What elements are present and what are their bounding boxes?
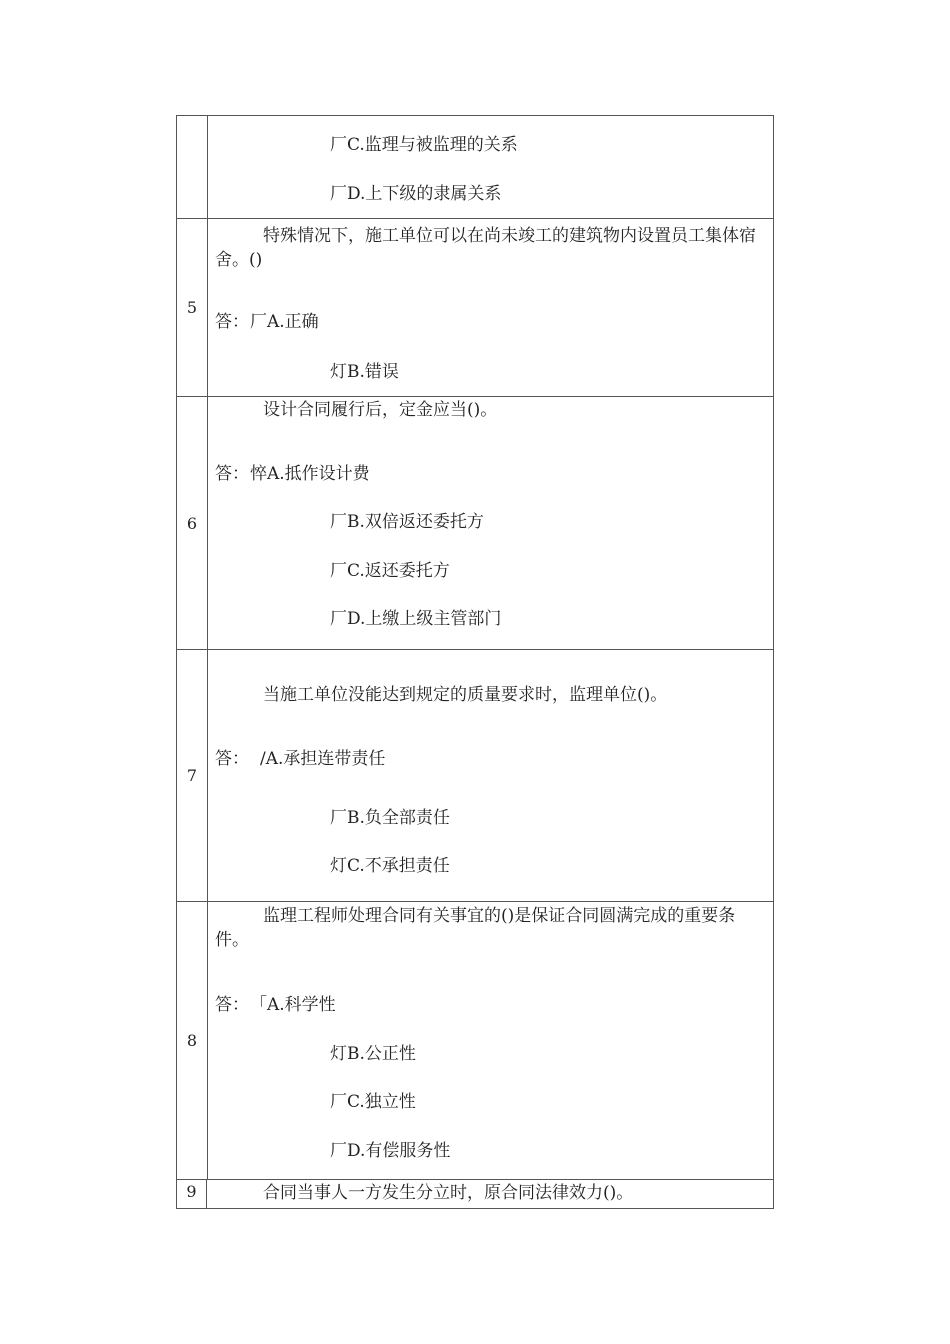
option-c: 厂C.独立性 — [330, 1092, 416, 1112]
option-b: 厂B.负全部责任 — [330, 808, 450, 828]
question-number: 9 — [177, 1180, 207, 1208]
question-number: 7 — [177, 650, 208, 901]
option-c: 厂C.返还委托方 — [330, 561, 450, 581]
question-text: 特殊情况下，施工单位可以在尚未竣工的建筑物内设置员工集体宿舍。() — [215, 226, 756, 270]
answer-label: 答： — [215, 995, 249, 1015]
option-d: 厂D.有偿服务性 — [330, 1141, 451, 1161]
answer-label: 答： — [215, 749, 249, 769]
option-b: 灯B.公正性 — [330, 1044, 416, 1064]
option-a: 厂A.正确 — [250, 312, 319, 332]
table-row — [176, 649, 774, 901]
option-c: 灯C.不承担责任 — [330, 856, 450, 876]
answer-label: 答： — [215, 464, 249, 484]
question-number: 8 — [177, 902, 208, 1179]
answer-label: 答： — [215, 312, 249, 332]
table-row — [176, 115, 774, 218]
option-a: 「A.科学性 — [250, 995, 336, 1015]
question-number — [177, 116, 208, 218]
option-a: /A.承担连带责任 — [260, 749, 386, 769]
option-b: 灯B.错误 — [330, 362, 399, 382]
question-text: 设计合同履行后，定金应当()。 — [263, 400, 498, 420]
option-b: 厂B.双倍返还委托方 — [330, 512, 484, 532]
question-number: 5 — [177, 219, 208, 396]
option-a: 悴A.抵作设计费 — [250, 464, 370, 484]
question-text: 合同当事人一方发生分立时，原合同法律效力()。 — [263, 1183, 634, 1203]
table-row — [176, 218, 774, 396]
option-d: 厂D.上下级的隶属关系 — [330, 184, 502, 204]
question-table — [176, 115, 774, 1209]
option-c: 厂C.监理与被监理的关系 — [330, 135, 518, 155]
table-row — [176, 1179, 774, 1209]
table-row — [176, 396, 774, 649]
question-number: 6 — [177, 397, 208, 649]
question-text: 当施工单位没能达到规定的质量要求时，监理单位()。 — [263, 685, 668, 705]
table-row — [176, 901, 774, 1179]
question-text: 监理工程师处理合同有关事宜的()是保证合同圆满完成的重要条件。 — [215, 906, 736, 950]
option-d: 厂D.上缴上级主管部门 — [330, 609, 502, 629]
